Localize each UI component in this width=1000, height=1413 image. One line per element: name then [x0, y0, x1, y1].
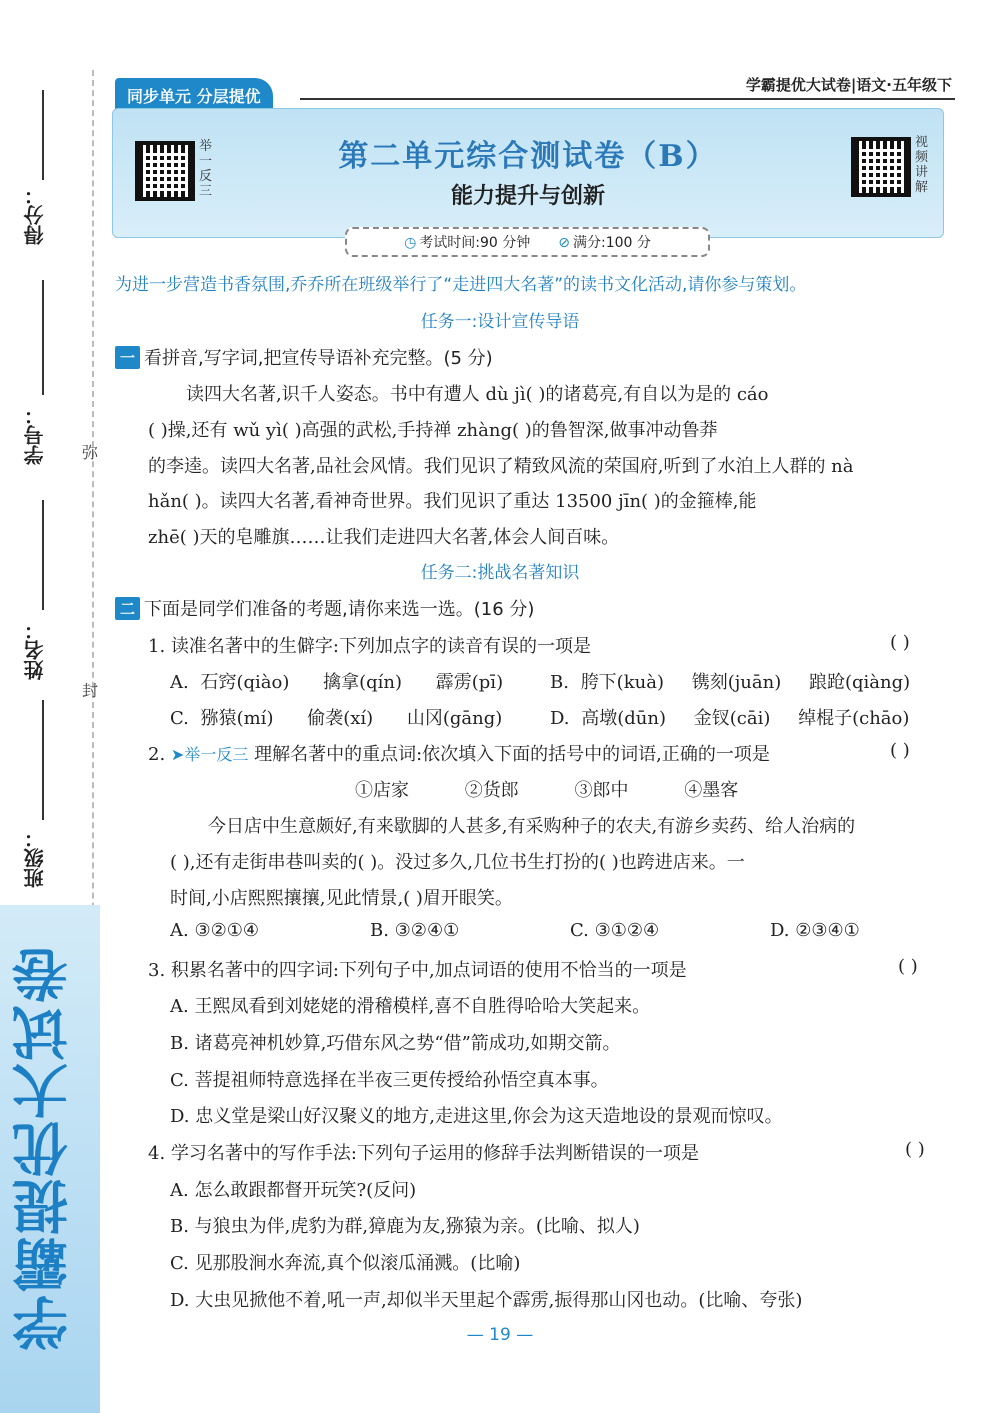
q1-a-word-2: 擒拿(qín): [323, 672, 403, 693]
score-line[interactable]: [42, 90, 44, 180]
title-banner: [112, 108, 944, 238]
q1-b-word-2: 镌刻(juān): [691, 672, 782, 693]
q1-stem: 1. 读准名著中的生僻字:下列加点字的读音有误的一项是: [148, 636, 591, 657]
task-2-heading: 任务二:挑战名著知识: [420, 563, 580, 583]
q3-answer-box[interactable]: ( ): [898, 956, 918, 977]
unit-tag: 同步单元 分层提优: [115, 78, 273, 113]
q3-option-b[interactable]: B. 诸葛亮神机妙算,巧借东风之势“借”箭成功,如期交箭。: [170, 1033, 621, 1054]
section-1-heading: [115, 344, 493, 370]
qr-right-caption: 视频讲解: [915, 135, 929, 195]
s1-line-1[interactable]: 读四大名著,识千人姿态。书中有遭人 dù jì( )的诸葛亮,有自以为是的 cáo: [186, 384, 769, 405]
q2-option-a[interactable]: A. ③②①④: [170, 920, 259, 941]
q1-answer-box[interactable]: ( ): [890, 632, 910, 653]
full-score-text: 满分:100 分: [573, 235, 651, 251]
clock-icon: ◷: [404, 235, 417, 251]
student-id-line[interactable]: [42, 280, 44, 395]
q4-option-b[interactable]: B. 与狼虫为伴,虎豹为群,獐鹿为友,猕猿为亲。(比喻、拟人): [170, 1216, 640, 1237]
q1-a-label: A.: [170, 672, 189, 693]
page-number: — 19 —: [466, 1325, 534, 1345]
student-id-label: 学号：: [23, 405, 47, 465]
header-rule: [300, 98, 955, 100]
s1-line-2[interactable]: ( )操,还有 wǔ yì( )高强的武松,手持禅 zhàng( )的鲁智深,做事冲动鲁莽: [148, 420, 718, 441]
q1-d-label: D.: [550, 708, 570, 729]
class-label: 班级：: [23, 828, 47, 888]
q1-a-word-1: 石窍(qiào): [200, 672, 290, 693]
q2-word-4: ④墨客: [684, 780, 739, 801]
section-1-number: 一: [115, 346, 140, 369]
s1-line-4[interactable]: hǎn( )。读四大名著,看神奇世界。我们见识了重达 13500 jīn( )的金箍棒,能: [148, 491, 757, 512]
q2-word-2: ②货郎: [464, 780, 519, 801]
qr-code-right-icon[interactable]: [851, 137, 911, 197]
section-1-title: 看拼音,写字词,把宣传导语补充完整。(5 分): [144, 348, 493, 369]
seal-char-1: 弥: [82, 443, 99, 462]
q1-a-word-3: 霹雳(pī): [435, 672, 504, 693]
q2-answer-box[interactable]: ( ): [890, 740, 910, 761]
q4-option-a[interactable]: A. 怎么敢跟都督开玩笑?(反问): [170, 1180, 417, 1201]
brand-logo-text: 学霸提优大试卷: [11, 945, 77, 1351]
s1-line-3[interactable]: 的李逵。读四大名著,品社会风情。我们见识了精致风流的荣国府,听到了水泊上人群的 nà: [148, 456, 854, 477]
intro-text: 为进一步营造书香氛围,乔乔所在班级举行了“走进四大名著”的读书文化活动,请你参与策划。: [115, 275, 807, 295]
qr-left-caption: 举一反三: [199, 139, 213, 199]
q4-answer-box[interactable]: ( ): [905, 1139, 925, 1160]
q2-stem-line: [148, 740, 770, 766]
seal-char-2: 封: [82, 681, 99, 700]
q2-number: 2.: [148, 744, 166, 765]
q1-b-label: B.: [550, 672, 569, 693]
q1-c-label: C.: [170, 708, 189, 729]
q3-option-a[interactable]: A. 王熙凤看到刘姥姥的滑稽模样,喜不自胜得哈哈大笑起来。: [170, 996, 651, 1017]
q4-stem: 4. 学习名著中的写作手法:下列句子运用的修辞手法判断错误的一项是: [148, 1143, 699, 1164]
q1-c-word-3: 山冈(gāng): [406, 708, 503, 729]
q2-hint-tag[interactable]: ➤举一反三: [170, 745, 249, 764]
full-score: [558, 232, 651, 252]
q1-option-d[interactable]: [550, 704, 909, 730]
q2-passage-line-3[interactable]: 时间,小店熙熙攘攘,见此情景,( )眉开眼笑。: [170, 888, 513, 909]
task-1-heading: 任务一:设计宣传导语: [420, 312, 580, 332]
q1-d-word-3: 绰棍子(chāo): [798, 708, 910, 729]
q2-word-bank: [355, 776, 738, 802]
q1-b-word-1: 胯下(kuà): [580, 672, 664, 693]
q2-passage-line-1: 今日店中生意颇好,有来歇脚的人甚多,有采购种子的农夫,有游乡卖药、给人治病的: [208, 816, 856, 837]
page-title: 第二单元综合测试卷（B）: [338, 139, 718, 174]
q1-d-word-2: 金钗(cāi): [693, 708, 771, 729]
s1-line-5[interactable]: zhē( )天的皂雕旗……让我们走进四大名著,体会人间百味。: [148, 527, 620, 548]
page-subtitle: 能力提升与创新: [450, 184, 605, 209]
q3-option-d[interactable]: D. 忠义堂是梁山好汉聚义的地方,走进这里,你会为这天造地设的景观而惊叹。: [170, 1106, 783, 1127]
section-2-heading: [115, 595, 534, 621]
score-label: 得分：: [23, 185, 47, 245]
exam-info-box: [345, 227, 710, 257]
q2-stem: 理解名著中的重点词:依次填入下面的括号中的词语,正确的一项是: [254, 744, 770, 765]
section-2-number: 二: [115, 597, 140, 620]
q1-option-c[interactable]: [170, 704, 502, 730]
exam-time-text: 考试时间:90 分钟: [419, 235, 531, 251]
binding-sidebar: [0, 0, 100, 1413]
q1-b-word-3: 踉跄(qiàng): [808, 672, 911, 693]
q2-option-b[interactable]: B. ③②④①: [370, 920, 460, 941]
q2-word-3: ③郎中: [574, 780, 629, 801]
q1-c-word-1: 猕猿(mí): [200, 708, 274, 729]
q2-option-c[interactable]: C. ③①②④: [570, 920, 660, 941]
name-label: 姓名：: [23, 620, 47, 680]
q1-option-a[interactable]: [170, 668, 503, 694]
q4-option-d[interactable]: D. 大虫见掀他不着,吼一声,却似半天里起个霹雳,振得那山冈也动。(比喻、夸张): [170, 1290, 803, 1311]
q1-c-word-2: 偷袭(xí): [307, 708, 374, 729]
q2-option-d[interactable]: D. ②③④①: [770, 920, 860, 941]
q1-option-b[interactable]: [550, 668, 910, 694]
q4-option-c[interactable]: C. 见那股涧水奔流,真个似滚瓜涌溅。(比喻): [170, 1253, 521, 1274]
name-line[interactable]: [42, 500, 44, 610]
q2-word-1: ①店家: [355, 780, 409, 801]
class-line[interactable]: [42, 700, 44, 820]
exam-time: [404, 232, 530, 252]
q1-d-word-1: 高墩(dūn): [581, 708, 667, 729]
q2-passage-line-2[interactable]: ( ),还有走街串巷叫卖的( )。没过多久,几位书生打扮的( )也跨进店来。一: [170, 852, 745, 873]
check-circle-icon: ⊘: [558, 235, 571, 251]
section-2-title: 下面是同学们准备的考题,请你来选一选。(16 分): [144, 599, 535, 620]
q3-option-c[interactable]: C. 菩提祖师特意选择在半夜三更传授给孙悟空真本事。: [170, 1070, 609, 1091]
book-title: 学霸提优大试卷|语文·五年级下: [745, 76, 952, 94]
q3-stem: 3. 积累名著中的四字词:下列句子中,加点词语的使用不恰当的一项是: [148, 960, 687, 981]
